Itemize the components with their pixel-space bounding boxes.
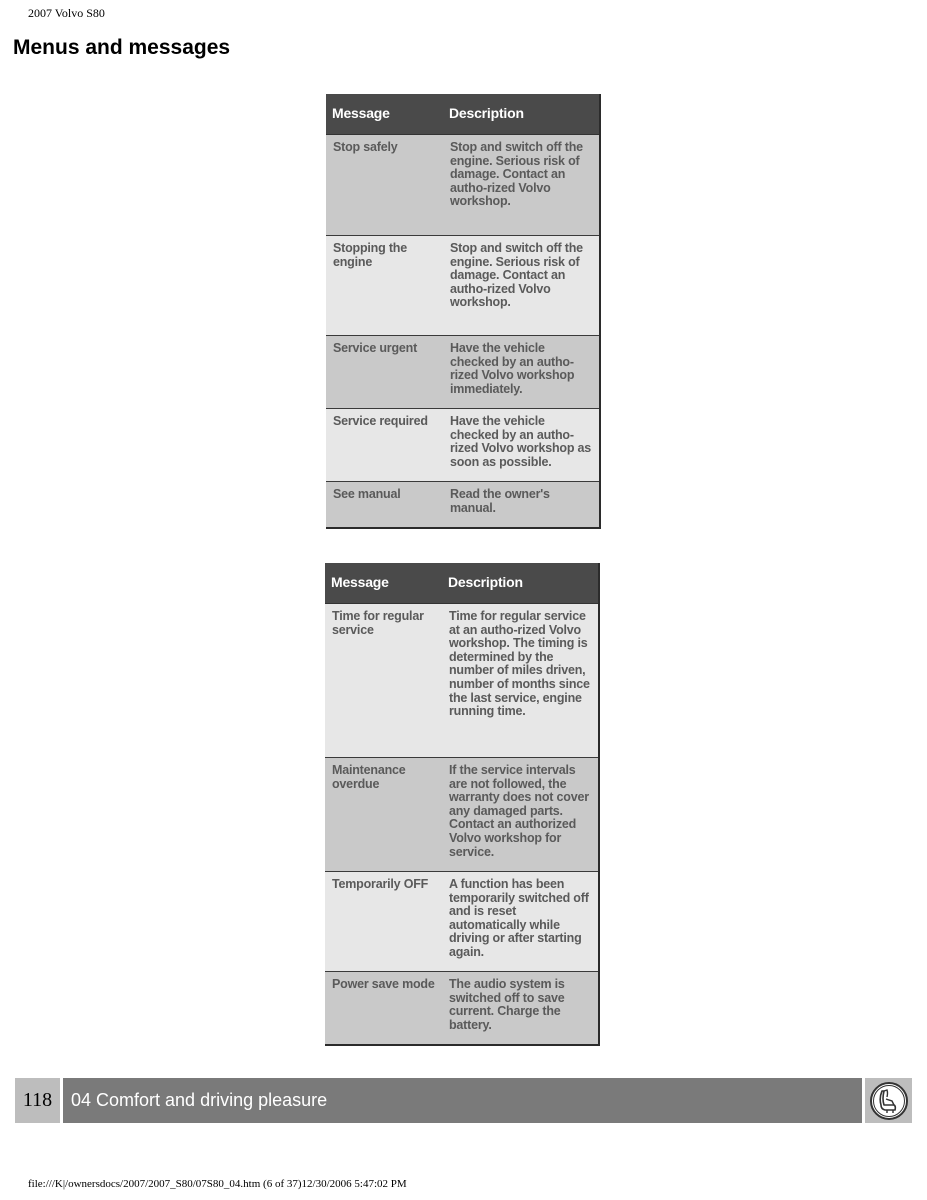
message-cell: Service required [326, 409, 443, 482]
column-header-message: Message [326, 94, 443, 135]
table-row [326, 236, 600, 336]
messages-table-2 [325, 563, 600, 1046]
description-cell: Read the owner's manual. [443, 482, 600, 528]
message-cell: Service urgent [326, 336, 443, 409]
column-header-message: Message [325, 563, 442, 604]
page-number: 118 [15, 1078, 60, 1123]
description-cell: Stop and switch off the engine. Serious risk of damage. Contact an autho-rized Volvo workshop. [443, 135, 600, 236]
table-row [325, 604, 599, 758]
column-header-description: Description [442, 563, 599, 604]
table-row [325, 758, 599, 872]
message-cell: Stopping the engine [326, 236, 443, 336]
table-header-row [326, 94, 600, 135]
table-row [326, 482, 600, 528]
file-path-footer: file:///K|/ownersdocs/2007/2007_S80/07S80_04.htm (6 of 37)12/30/2006 5:47:02 PM [28, 1178, 407, 1190]
message-cell: Time for regular service [325, 604, 442, 758]
description-cell: A function has been temporarily switched off and is reset automatically while driving or after starting again. [442, 872, 599, 972]
message-cell: Maintenance overdue [325, 758, 442, 872]
section-icon-box [865, 1078, 912, 1123]
seat-icon [869, 1081, 909, 1121]
message-cell: Power save mode [325, 972, 442, 1045]
table-header-row [325, 563, 599, 604]
message-cell: See manual [326, 482, 443, 528]
description-cell: Have the vehicle checked by an autho-rized Volvo workshop as soon as possible. [443, 409, 600, 482]
table-row [326, 135, 600, 236]
table-row [326, 409, 600, 482]
description-cell: The audio system is switched off to save current. Charge the battery. [442, 972, 599, 1045]
message-cell: Stop safely [326, 135, 443, 236]
messages-table-1 [326, 94, 601, 529]
table-row [325, 872, 599, 972]
column-header-description: Description [443, 94, 600, 135]
page-footer-bar [15, 1078, 912, 1123]
page-title: Menus and messages [13, 36, 231, 59]
description-cell: Stop and switch off the engine. Serious risk of damage. Contact an autho-rized Volvo workshop. [443, 236, 600, 336]
table-row [325, 972, 599, 1045]
section-title: 04 Comfort and driving pleasure [63, 1078, 862, 1123]
table-row [326, 336, 600, 409]
description-cell: Time for regular service at an autho-rized Volvo workshop. The timing is determined by the number of miles driven, number of months since the last service, engine running time. [442, 604, 599, 758]
document-header: 2007 Volvo S80 [28, 6, 105, 20]
description-cell: Have the vehicle checked by an autho-rized Volvo workshop immediately. [443, 336, 600, 409]
message-cell: Temporarily OFF [325, 872, 442, 972]
description-cell: If the service intervals are not followed, the warranty does not cover any damaged parts. Contact an authorized Volvo workshop for service. [442, 758, 599, 872]
